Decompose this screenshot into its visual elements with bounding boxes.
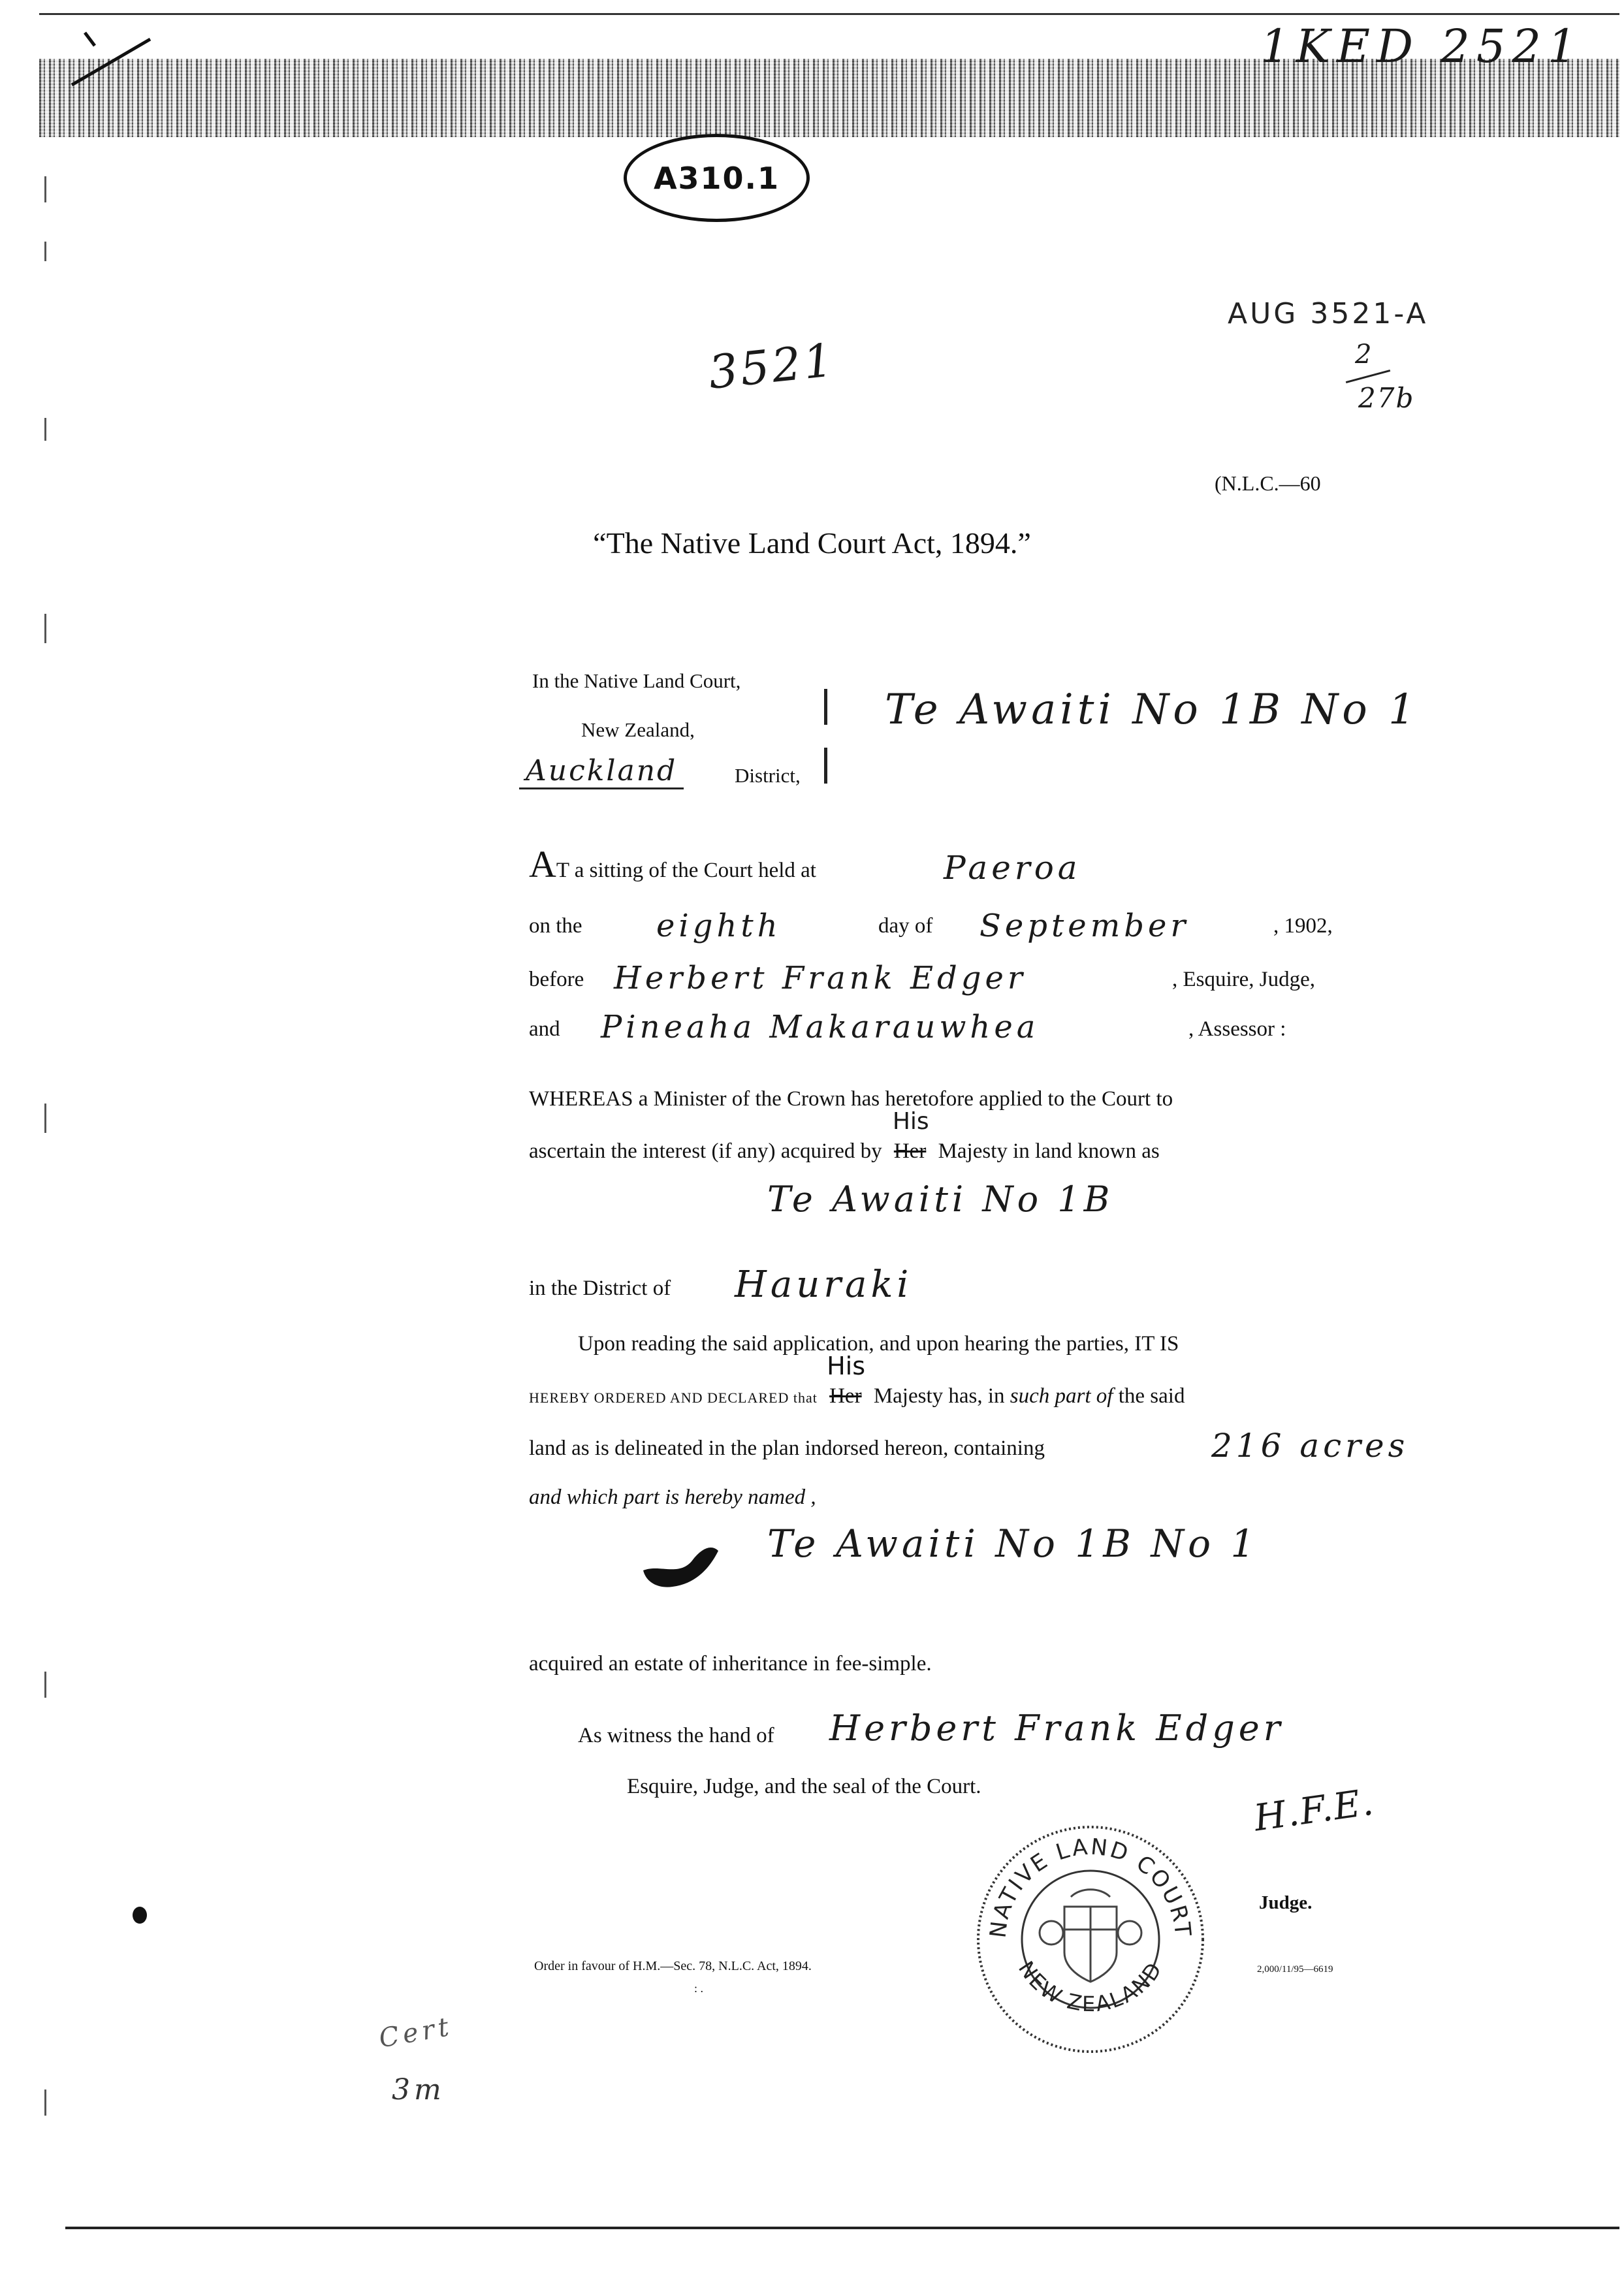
order-note: Order in favour of H.M.—Sec. 78, N.L.C. Act, 1894. <box>534 1959 812 1973</box>
seal-top-text: NATIVE LAND COURT <box>985 1834 1196 1940</box>
court-line-2: New Zealand, <box>581 718 695 741</box>
court-seal <box>973 1822 1208 2057</box>
judge-suffix: , Esquire, Judge, <box>1172 968 1316 991</box>
order-line-5: acquired an estate of inheritance in fee-simple. <box>529 1652 932 1676</box>
sitting-line <box>529 842 816 886</box>
order-line-1: Upon reading the said application, and upon hearing the parties, IT IS <box>578 1332 1179 1356</box>
part-name: Te Awaiti No 1B No 1 <box>767 1521 1259 1566</box>
sitting-month: September <box>979 908 1190 944</box>
assessor-suffix: , Assessor : <box>1188 1017 1286 1041</box>
brace-line-top <box>824 689 827 725</box>
sitting-day: eighth <box>656 908 782 944</box>
inserted-his: His <box>892 1108 929 1135</box>
order-italic: such part of <box>1010 1384 1113 1408</box>
circled-reference-text: A310.1 <box>653 160 780 196</box>
land-name: Te Awaiti No 1B <box>767 1179 1114 1220</box>
corner-archive-reference: AUG 3521-A <box>1228 297 1429 330</box>
top-archive-reference: 1KED 2521 <box>1260 20 1584 73</box>
order-line-2 <box>529 1352 1185 1408</box>
corner-mark-icon <box>59 20 157 98</box>
order-line-3: land as is delineated in the plan indorsed hereon, containing <box>529 1437 1045 1460</box>
coat-of-arms-icon <box>1040 1890 1141 1982</box>
sitting-intro: T a sitting of the Court held at <box>556 859 816 882</box>
order-text-c: the said <box>1118 1384 1185 1408</box>
witness-label: As witness the hand of <box>578 1724 774 1747</box>
court-district-value: Auckland <box>519 754 684 789</box>
district-label: in the District of <box>529 1277 671 1300</box>
block-name-heading: Te Awaiti No 1B No 1 <box>885 686 1419 734</box>
day-of-label: day of <box>878 914 933 938</box>
whereas-line-2 <box>529 1108 1352 1164</box>
order-decree: HEREBY ORDERED AND DECLARED that <box>529 1390 818 1406</box>
order-line-4: and which part is hereby named , <box>529 1486 816 1509</box>
sitting-year: , 1902, <box>1273 914 1333 938</box>
whereas-text-a: ascertain the interest (if any) acquired by <box>529 1139 882 1163</box>
form-code: (N.L.C.—60 <box>1215 471 1321 495</box>
witness-line-2: Esquire, Judge, and the seal of the Court. <box>627 1775 981 1798</box>
ink-dot <box>133 1907 147 1924</box>
top-border-line <box>39 13 1619 15</box>
brace-line-bottom <box>824 748 827 784</box>
order-note-marks: : . <box>694 1982 704 1995</box>
court-district-label: District, <box>735 764 801 787</box>
witness-name: Herbert Frank Edger <box>829 1708 1284 1749</box>
acreage: 216 acres <box>1211 1427 1409 1465</box>
bottom-border-line <box>65 2227 1619 2229</box>
handwritten-number: 3521 <box>706 333 838 400</box>
and-label: and <box>529 1017 560 1041</box>
whereas-line-1: WHEREAS a Minister of the Crown has heretofore applied to the Court to <box>529 1087 1173 1111</box>
drop-cap: A <box>529 843 556 885</box>
court-line-1: In the Native Land Court, <box>532 669 741 692</box>
before-label: before <box>529 968 584 991</box>
inserted-his-2: His <box>827 1352 866 1380</box>
fraction-bar <box>1346 370 1390 383</box>
circled-reference <box>624 134 810 222</box>
assessor-name: Pineaha Makarauwhea <box>601 1009 1040 1045</box>
judge-signature: H.F.E. <box>1251 1781 1377 1840</box>
seal-bottom-text: NEW ZEALAND <box>1013 1956 1168 2017</box>
margin-note-2: 3m <box>392 2073 445 2106</box>
print-code: 2,000/11/95—6619 <box>1257 1964 1333 1975</box>
ink-blot-icon <box>640 1538 725 1590</box>
whereas-text-b: Majesty in land known as <box>938 1139 1160 1163</box>
margin-note-1: Cert <box>376 2011 455 2054</box>
fraction-numerator: 2 <box>1355 340 1376 370</box>
struck-her-2: Her <box>829 1384 862 1408</box>
struck-her: Her <box>893 1139 927 1163</box>
order-text-b: Majesty has, in <box>873 1384 1005 1408</box>
on-the-label: on the <box>529 914 582 938</box>
sitting-place: Paeroa <box>944 849 1081 887</box>
document-title: “The Native Land Court Act, 1894.” <box>593 526 1031 560</box>
judge-label: Judge. <box>1259 1892 1313 1913</box>
fraction-denominator: 27b <box>1358 382 1415 414</box>
judge-name: Herbert Frank Edger <box>614 960 1027 996</box>
district-value: Hauraki <box>735 1263 913 1306</box>
